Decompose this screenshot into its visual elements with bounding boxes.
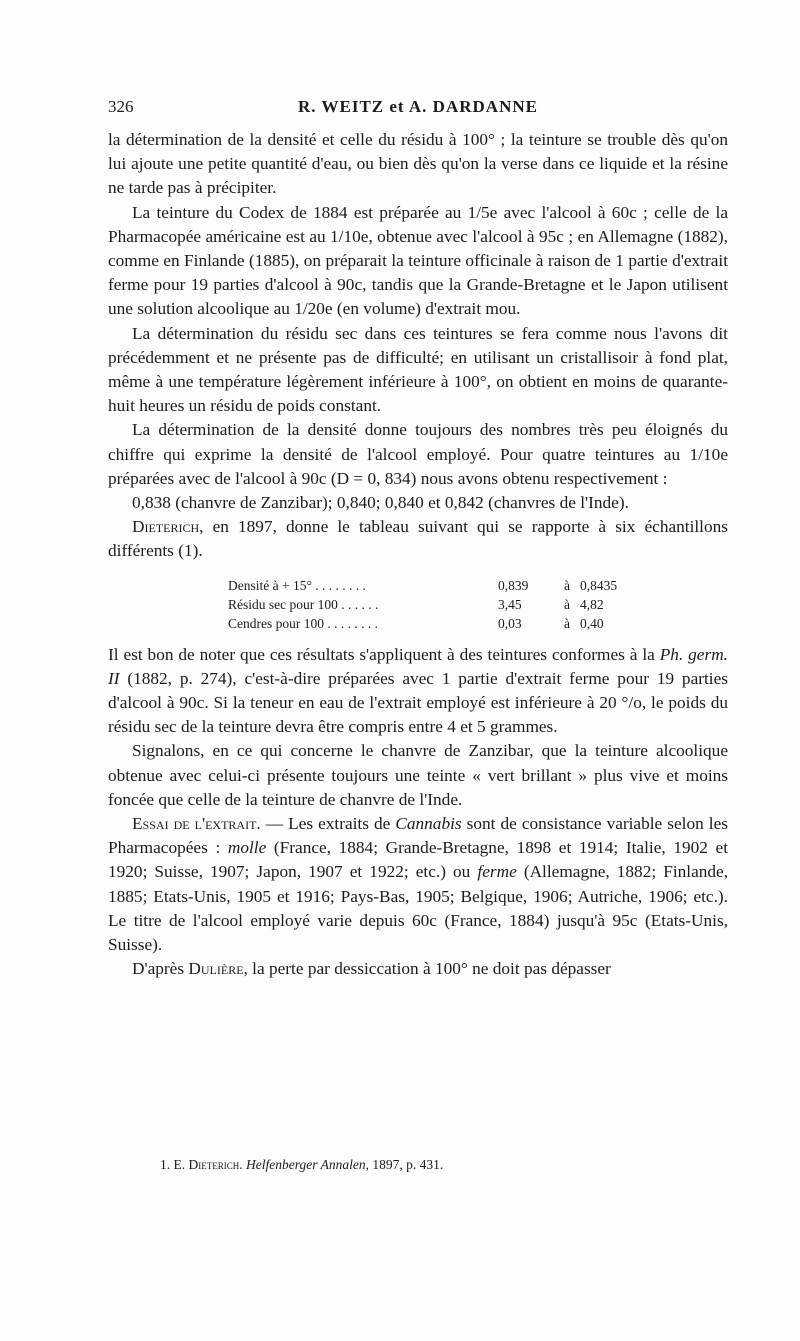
paragraph-5: 0,838 (chanvre de Zanzibar); 0,840; 0,840 et 0,842 (chanvres de l'Inde).: [132, 493, 629, 513]
measurements-table: [108, 576, 640, 633]
text-run: D'après: [132, 959, 189, 979]
table-cell-low: 0,03: [498, 615, 522, 631]
text-run: , la perte par dessiccation à 100° ne doit pas dépasser: [243, 959, 611, 979]
table-cell-low: 0,839: [498, 577, 529, 593]
text-emphasis: molle: [227, 838, 267, 858]
table-cell-label: Cendres pour 100 . . . . . . . .: [228, 615, 378, 631]
footnote-number: 1.: [160, 1157, 171, 1172]
section-heading: Essai de l'extrait.: [132, 814, 261, 834]
paragraph-3: La détermination du résidu sec dans ces teintures se fera comme nous l'avons dit précédemment et ne présente pas de difficulté; en utilisant un cristallisoir à fond plat, même à une température légèrement inférieure à 100°, on obtient en moins de quarante-huit heures un résidu de poids constant.: [108, 323, 728, 416]
paragraph-2: La teinture du Codex de 1884 est préparée au 1/5e avec l'alcool à 60c ; celle de la Pharmacopée américaine est au 1/10e, obtenue avec l'alcool à 95c ; en Allemagne (1882), comme en Finlande (1885), on préparait la teinture officinale à raison de 1 partie d'extrait ferme pour 19 parties d'alcool à 90c, tandis que la Grande-Bretagne et le Japon utilisent une solution alcoolique au 1/20e (en volume) d'extrait mou.: [108, 202, 728, 319]
text-run: (France, 1884; Grande-Bretagne, 1898 et 1914; Italie, 1902 et 1920; Suisse, 1907; Japon, 1907 et 1922; etc.) ou: [108, 838, 728, 882]
footnote-rest: , 1897, p. 431.: [365, 1157, 444, 1172]
footnote: [160, 1156, 730, 1174]
author-name: Dulière: [188, 959, 244, 979]
page-number: 326: [108, 97, 134, 116]
text-run: Il est bon de noter que ces résultats s'appliquent à des teintures conformes à la: [108, 644, 660, 664]
footnote-author: E. Dieterich.: [173, 1157, 243, 1172]
table-row: [108, 576, 640, 595]
text-run: sont de consistance variable selon les Pharmacopées :: [108, 814, 728, 858]
text-emphasis: ferme: [477, 862, 517, 882]
paragraph-4: La détermination de la densité donne toujours des nombres très peu éloignés du chiffre qui exprime la densité de l'alcool employé. Pour quatre teintures au 1/10e préparées avec de l'alcool à 90c (D = 0, 834) nous avons obtenu respectivement :: [108, 420, 728, 488]
running-title: R. WEITZ et A. DARDANNE: [298, 97, 538, 116]
table-cell-sep: à: [564, 615, 570, 631]
citation-title: Ph. germ. II: [108, 644, 728, 688]
page-header: [108, 97, 728, 121]
paragraph-1: la détermination de la densité et celle du résidu à 100° ; la teinture se trouble dès qu'on lui ajoute une petite quantité d'eau, ou bien dès qu'on la verse dans ce liquide et la résine ne tarde pas à précipiter.: [108, 130, 728, 198]
table-cell-high: 4,82: [580, 596, 604, 612]
paragraph-6-text: , en 1897, donne le tableau suivant qui se rapporte à six échantillons différents (1).: [108, 517, 728, 561]
table-cell-label: Densité à + 15° . . . . . . . .: [228, 577, 366, 593]
table-row: [108, 614, 640, 633]
paragraph-7: [108, 643, 728, 740]
table-cell-sep: à: [564, 577, 570, 593]
text-run: — Les extraits de: [260, 814, 396, 834]
paragraph-8: Signalons, en ce qui concerne le chanvre de Zanzibar, que la teinture alcoolique obtenue avec celui-ci présente toujours une teinte « vert brillant » plus vive et moins foncée que celle de la teinture de chanvre de l'Inde.: [108, 741, 728, 809]
paragraph-10: [108, 957, 728, 981]
paragraph-9: [108, 812, 728, 957]
body-text: [108, 128, 728, 982]
text-run: (Allemagne, 1882; Finlande, 1885; Etats-Unis, 1905 et 1916; Pays-Bas, 1905; Belgique, 1906; Autriche, 1906; etc.). Le titre de l'alcool employé varie depuis 60c (France, 1884) jusqu'à 95c (Etats-Unis, Suisse).: [108, 862, 729, 955]
table-cell-label: Résidu sec pour 100 . . . . . .: [228, 596, 379, 612]
table-cell-high: 0,40: [580, 615, 604, 631]
footnote-journal: Helfenberger Annalen: [246, 1157, 366, 1172]
text-emphasis: Cannabis: [395, 814, 462, 834]
table-cell-low: 3,45: [498, 596, 522, 612]
author-name: Dieterich: [132, 517, 200, 537]
table-cell-high: 0,8435: [580, 577, 618, 593]
table-cell-sep: à: [564, 596, 570, 612]
paragraph-6: [108, 515, 728, 563]
table-row: [108, 595, 640, 614]
text-run: (1882, p. 274), c'est-à-dire préparées avec 1 partie d'extrait ferme pour 19 parties d'alcool à 90c. Si la teneur en eau de l'extrait employé est inférieure à 20 °/o, le poids du résidu sec de la teinture devra être compris entre 4 et 5 grammes.: [108, 668, 728, 737]
